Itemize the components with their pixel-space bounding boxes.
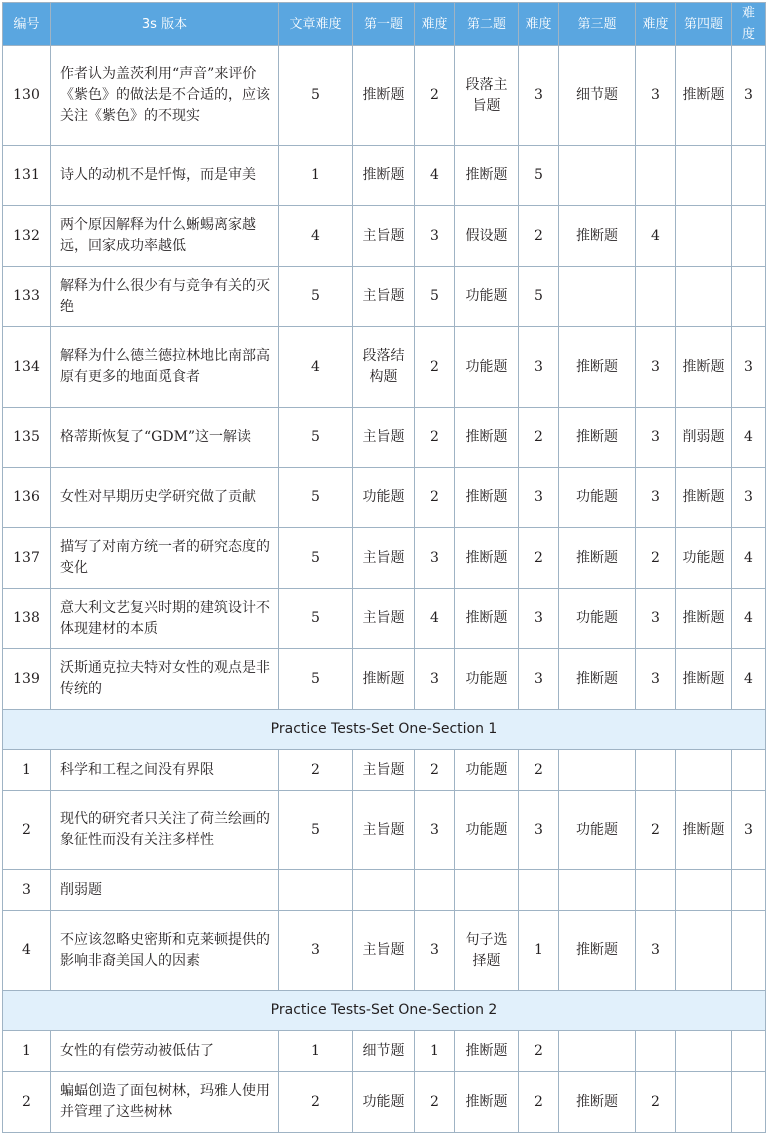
section-row bbox=[3, 991, 766, 1031]
column-header: 文章难度 bbox=[279, 3, 353, 46]
q3-type-cell: 推断题 bbox=[559, 327, 636, 408]
table-row bbox=[3, 146, 766, 206]
q1-difficulty-cell: 3 bbox=[415, 528, 455, 589]
q3-type-cell: 推断题 bbox=[559, 649, 636, 710]
question-table bbox=[2, 2, 766, 1133]
q2-difficulty-cell: 3 bbox=[519, 327, 559, 408]
q3-difficulty-cell: 4 bbox=[636, 206, 676, 267]
q4-difficulty-cell bbox=[732, 750, 766, 791]
table-row bbox=[3, 468, 766, 528]
id-cell: 137 bbox=[3, 528, 51, 589]
q2-type-cell: 推断题 bbox=[455, 1031, 519, 1072]
table-row bbox=[3, 46, 766, 146]
header-row bbox=[3, 3, 766, 46]
id-cell: 2 bbox=[3, 791, 51, 870]
q3-difficulty-cell: 3 bbox=[636, 649, 676, 710]
q2-difficulty-cell: 3 bbox=[519, 468, 559, 528]
q1-difficulty-cell: 3 bbox=[415, 206, 455, 267]
article-difficulty-cell: 5 bbox=[279, 46, 353, 146]
q4-difficulty-cell bbox=[732, 1072, 766, 1133]
q2-type-cell: 功能题 bbox=[455, 267, 519, 327]
q4-difficulty-cell: 4 bbox=[732, 528, 766, 589]
table-row bbox=[3, 206, 766, 267]
q2-difficulty-cell: 2 bbox=[519, 750, 559, 791]
q4-difficulty-cell: 3 bbox=[732, 46, 766, 146]
version-cell: 不应该忽略史密斯和克莱顿提供的影响非裔美国人的因素 bbox=[51, 911, 279, 991]
q1-difficulty-cell: 3 bbox=[415, 791, 455, 870]
q4-difficulty-cell: 3 bbox=[732, 791, 766, 870]
article-difficulty-cell bbox=[279, 870, 353, 911]
q2-type-cell: 推断题 bbox=[455, 1072, 519, 1133]
version-cell: 蝙蝠创造了面包树林，玛雅人使用并管理了这些树林 bbox=[51, 1072, 279, 1133]
column-header: 第四题 bbox=[676, 3, 732, 46]
q3-difficulty-cell: 3 bbox=[636, 911, 676, 991]
id-cell: 2 bbox=[3, 1072, 51, 1133]
q1-difficulty-cell: 1 bbox=[415, 1031, 455, 1072]
q4-type-cell: 推断题 bbox=[676, 791, 732, 870]
version-cell: 解释为什么很少有与竞争有关的灭绝 bbox=[51, 267, 279, 327]
q2-difficulty-cell: 2 bbox=[519, 1031, 559, 1072]
article-difficulty-cell: 5 bbox=[279, 589, 353, 649]
table-body bbox=[3, 46, 766, 1133]
q3-difficulty-cell bbox=[636, 870, 676, 911]
q2-type-cell: 功能题 bbox=[455, 649, 519, 710]
q4-type-cell bbox=[676, 267, 732, 327]
q4-type-cell: 功能题 bbox=[676, 528, 732, 589]
q1-type-cell: 主旨题 bbox=[353, 791, 415, 870]
id-cell: 132 bbox=[3, 206, 51, 267]
q2-difficulty-cell: 2 bbox=[519, 408, 559, 468]
q2-difficulty-cell: 3 bbox=[519, 589, 559, 649]
id-cell: 1 bbox=[3, 1031, 51, 1072]
q1-difficulty-cell: 2 bbox=[415, 327, 455, 408]
article-difficulty-cell: 5 bbox=[279, 528, 353, 589]
column-header: 难度 bbox=[415, 3, 455, 46]
section-row bbox=[3, 710, 766, 750]
q2-difficulty-cell: 1 bbox=[519, 911, 559, 991]
article-difficulty-cell: 1 bbox=[279, 146, 353, 206]
q3-difficulty-cell: 3 bbox=[636, 46, 676, 146]
q2-type-cell: 推断题 bbox=[455, 589, 519, 649]
article-difficulty-cell: 2 bbox=[279, 1072, 353, 1133]
q1-type-cell: 主旨题 bbox=[353, 589, 415, 649]
article-difficulty-cell: 1 bbox=[279, 1031, 353, 1072]
q3-difficulty-cell bbox=[636, 267, 676, 327]
article-difficulty-cell: 3 bbox=[279, 911, 353, 991]
table-row bbox=[3, 589, 766, 649]
q3-type-cell: 推断题 bbox=[559, 528, 636, 589]
table-row bbox=[3, 649, 766, 710]
column-header: 难度 bbox=[519, 3, 559, 46]
id-cell: 134 bbox=[3, 327, 51, 408]
q4-difficulty-cell: 4 bbox=[732, 589, 766, 649]
q3-type-cell bbox=[559, 1031, 636, 1072]
q3-difficulty-cell bbox=[636, 750, 676, 791]
q3-type-cell: 功能题 bbox=[559, 791, 636, 870]
article-difficulty-cell: 5 bbox=[279, 267, 353, 327]
q2-difficulty-cell: 3 bbox=[519, 46, 559, 146]
q3-difficulty-cell: 2 bbox=[636, 1072, 676, 1133]
q3-type-cell: 功能题 bbox=[559, 468, 636, 528]
version-cell: 女性的有偿劳动被低估了 bbox=[51, 1031, 279, 1072]
table-row bbox=[3, 267, 766, 327]
version-cell: 描写了对南方统一者的研究态度的变化 bbox=[51, 528, 279, 589]
q3-difficulty-cell: 3 bbox=[636, 327, 676, 408]
table-row bbox=[3, 1072, 766, 1133]
q1-type-cell: 主旨题 bbox=[353, 911, 415, 991]
q3-difficulty-cell: 3 bbox=[636, 408, 676, 468]
q1-type-cell: 主旨题 bbox=[353, 750, 415, 791]
q4-difficulty-cell bbox=[732, 206, 766, 267]
table-row bbox=[3, 408, 766, 468]
column-header: 编号 bbox=[3, 3, 51, 46]
q1-difficulty-cell: 3 bbox=[415, 911, 455, 991]
version-cell: 科学和工程之间没有界限 bbox=[51, 750, 279, 791]
q2-type-cell: 推断题 bbox=[455, 528, 519, 589]
table-row bbox=[3, 327, 766, 408]
q3-difficulty-cell: 2 bbox=[636, 791, 676, 870]
q2-type-cell: 功能题 bbox=[455, 791, 519, 870]
q4-type-cell: 推断题 bbox=[676, 468, 732, 528]
q4-type-cell bbox=[676, 911, 732, 991]
q1-type-cell: 功能题 bbox=[353, 468, 415, 528]
q1-type-cell: 细节题 bbox=[353, 1031, 415, 1072]
id-cell: 138 bbox=[3, 589, 51, 649]
version-cell: 解释为什么德兰德拉林地比南部高原有更多的地面觅食者 bbox=[51, 327, 279, 408]
article-difficulty-cell: 5 bbox=[279, 791, 353, 870]
q2-difficulty-cell: 2 bbox=[519, 1072, 559, 1133]
q4-difficulty-cell bbox=[732, 267, 766, 327]
q3-difficulty-cell: 3 bbox=[636, 468, 676, 528]
q2-type-cell: 推断题 bbox=[455, 146, 519, 206]
q4-type-cell bbox=[676, 1031, 732, 1072]
q3-type-cell bbox=[559, 146, 636, 206]
q2-type-cell: 句子选择题 bbox=[455, 911, 519, 991]
table-row bbox=[3, 791, 766, 870]
q4-difficulty-cell: 3 bbox=[732, 468, 766, 528]
q1-type-cell bbox=[353, 870, 415, 911]
q4-type-cell bbox=[676, 146, 732, 206]
q4-difficulty-cell bbox=[732, 911, 766, 991]
id-cell: 1 bbox=[3, 750, 51, 791]
id-cell: 3 bbox=[3, 870, 51, 911]
version-cell: 削弱题 bbox=[51, 870, 279, 911]
q2-type-cell: 推断题 bbox=[455, 468, 519, 528]
q2-type-cell: 推断题 bbox=[455, 408, 519, 468]
q3-type-cell: 推断题 bbox=[559, 1072, 636, 1133]
q4-difficulty-cell bbox=[732, 1031, 766, 1072]
q4-type-cell: 推断题 bbox=[676, 327, 732, 408]
q2-type-cell bbox=[455, 870, 519, 911]
q1-type-cell: 推断题 bbox=[353, 46, 415, 146]
q3-type-cell: 推断题 bbox=[559, 206, 636, 267]
q2-type-cell: 功能题 bbox=[455, 750, 519, 791]
q1-type-cell: 主旨题 bbox=[353, 267, 415, 327]
q4-difficulty-cell: 4 bbox=[732, 408, 766, 468]
q1-difficulty-cell: 2 bbox=[415, 408, 455, 468]
q1-difficulty-cell: 2 bbox=[415, 1072, 455, 1133]
q2-type-cell: 功能题 bbox=[455, 327, 519, 408]
column-header: 第一题 bbox=[353, 3, 415, 46]
section-title: Practice Tests-Set One-Section 2 bbox=[3, 991, 766, 1031]
q2-difficulty-cell: 5 bbox=[519, 267, 559, 327]
q1-type-cell: 主旨题 bbox=[353, 408, 415, 468]
column-header: 难度 bbox=[636, 3, 676, 46]
q1-difficulty-cell: 3 bbox=[415, 649, 455, 710]
q3-type-cell: 推断题 bbox=[559, 911, 636, 991]
q1-type-cell: 推断题 bbox=[353, 649, 415, 710]
q1-type-cell: 推断题 bbox=[353, 146, 415, 206]
q1-difficulty-cell: 2 bbox=[415, 750, 455, 791]
version-cell: 两个原因解释为什么蜥蜴离家越远，回家成功率越低 bbox=[51, 206, 279, 267]
version-cell: 女性对早期历史学研究做了贡献 bbox=[51, 468, 279, 528]
q1-difficulty-cell: 2 bbox=[415, 468, 455, 528]
column-header: 第三题 bbox=[559, 3, 636, 46]
section-title: Practice Tests-Set One-Section 1 bbox=[3, 710, 766, 750]
id-cell: 4 bbox=[3, 911, 51, 991]
q3-difficulty-cell: 2 bbox=[636, 528, 676, 589]
q3-type-cell: 推断题 bbox=[559, 408, 636, 468]
q4-difficulty-cell: 3 bbox=[732, 327, 766, 408]
q3-difficulty-cell bbox=[636, 146, 676, 206]
q1-difficulty-cell: 2 bbox=[415, 46, 455, 146]
q2-difficulty-cell: 2 bbox=[519, 528, 559, 589]
q3-difficulty-cell: 3 bbox=[636, 589, 676, 649]
q3-type-cell: 细节题 bbox=[559, 46, 636, 146]
q3-type-cell bbox=[559, 267, 636, 327]
q4-type-cell bbox=[676, 1072, 732, 1133]
q4-type-cell: 推断题 bbox=[676, 589, 732, 649]
id-cell: 131 bbox=[3, 146, 51, 206]
version-cell: 作者认为盖茨利用“声音”来评价《紫色》的做法是不合适的，应该关注《紫色》的不现实 bbox=[51, 46, 279, 146]
q2-type-cell: 段落主旨题 bbox=[455, 46, 519, 146]
q3-type-cell bbox=[559, 750, 636, 791]
q4-type-cell: 削弱题 bbox=[676, 408, 732, 468]
q1-type-cell: 主旨题 bbox=[353, 528, 415, 589]
article-difficulty-cell: 4 bbox=[279, 327, 353, 408]
id-cell: 130 bbox=[3, 46, 51, 146]
version-cell: 现代的研究者只关注了荷兰绘画的象征性而没有关注多样性 bbox=[51, 791, 279, 870]
q1-difficulty-cell bbox=[415, 870, 455, 911]
q2-difficulty-cell: 5 bbox=[519, 146, 559, 206]
q1-type-cell: 功能题 bbox=[353, 1072, 415, 1133]
q1-difficulty-cell: 4 bbox=[415, 146, 455, 206]
id-cell: 135 bbox=[3, 408, 51, 468]
q1-difficulty-cell: 5 bbox=[415, 267, 455, 327]
q4-difficulty-cell: 4 bbox=[732, 649, 766, 710]
q4-type-cell: 推断题 bbox=[676, 649, 732, 710]
q4-difficulty-cell bbox=[732, 870, 766, 911]
article-difficulty-cell: 4 bbox=[279, 206, 353, 267]
column-header: 第二题 bbox=[455, 3, 519, 46]
table-row bbox=[3, 870, 766, 911]
table-row bbox=[3, 1031, 766, 1072]
q1-type-cell: 主旨题 bbox=[353, 206, 415, 267]
article-difficulty-cell: 5 bbox=[279, 649, 353, 710]
q4-type-cell: 推断题 bbox=[676, 46, 732, 146]
version-cell: 意大利文艺复兴时期的建筑设计不体现建材的本质 bbox=[51, 589, 279, 649]
table-row bbox=[3, 911, 766, 991]
q3-difficulty-cell bbox=[636, 1031, 676, 1072]
q4-type-cell bbox=[676, 206, 732, 267]
article-difficulty-cell: 5 bbox=[279, 468, 353, 528]
q3-type-cell: 功能题 bbox=[559, 589, 636, 649]
column-header: 3s 版本 bbox=[51, 3, 279, 46]
q2-difficulty-cell: 3 bbox=[519, 649, 559, 710]
article-difficulty-cell: 2 bbox=[279, 750, 353, 791]
version-cell: 沃斯通克拉夫特对女性的观点是非传统的 bbox=[51, 649, 279, 710]
column-header: 难度 bbox=[732, 3, 766, 46]
id-cell: 139 bbox=[3, 649, 51, 710]
version-cell: 格蒂斯恢复了“GDM”这一解读 bbox=[51, 408, 279, 468]
q4-type-cell bbox=[676, 750, 732, 791]
q4-difficulty-cell bbox=[732, 146, 766, 206]
q2-type-cell: 假设题 bbox=[455, 206, 519, 267]
q1-difficulty-cell: 4 bbox=[415, 589, 455, 649]
q1-type-cell: 段落结构题 bbox=[353, 327, 415, 408]
id-cell: 133 bbox=[3, 267, 51, 327]
q4-type-cell bbox=[676, 870, 732, 911]
table-row bbox=[3, 750, 766, 791]
q3-type-cell bbox=[559, 870, 636, 911]
version-cell: 诗人的动机不是忏悔，而是审美 bbox=[51, 146, 279, 206]
q2-difficulty-cell: 2 bbox=[519, 206, 559, 267]
q2-difficulty-cell bbox=[519, 870, 559, 911]
table-row bbox=[3, 528, 766, 589]
id-cell: 136 bbox=[3, 468, 51, 528]
article-difficulty-cell: 5 bbox=[279, 408, 353, 468]
q2-difficulty-cell: 3 bbox=[519, 791, 559, 870]
